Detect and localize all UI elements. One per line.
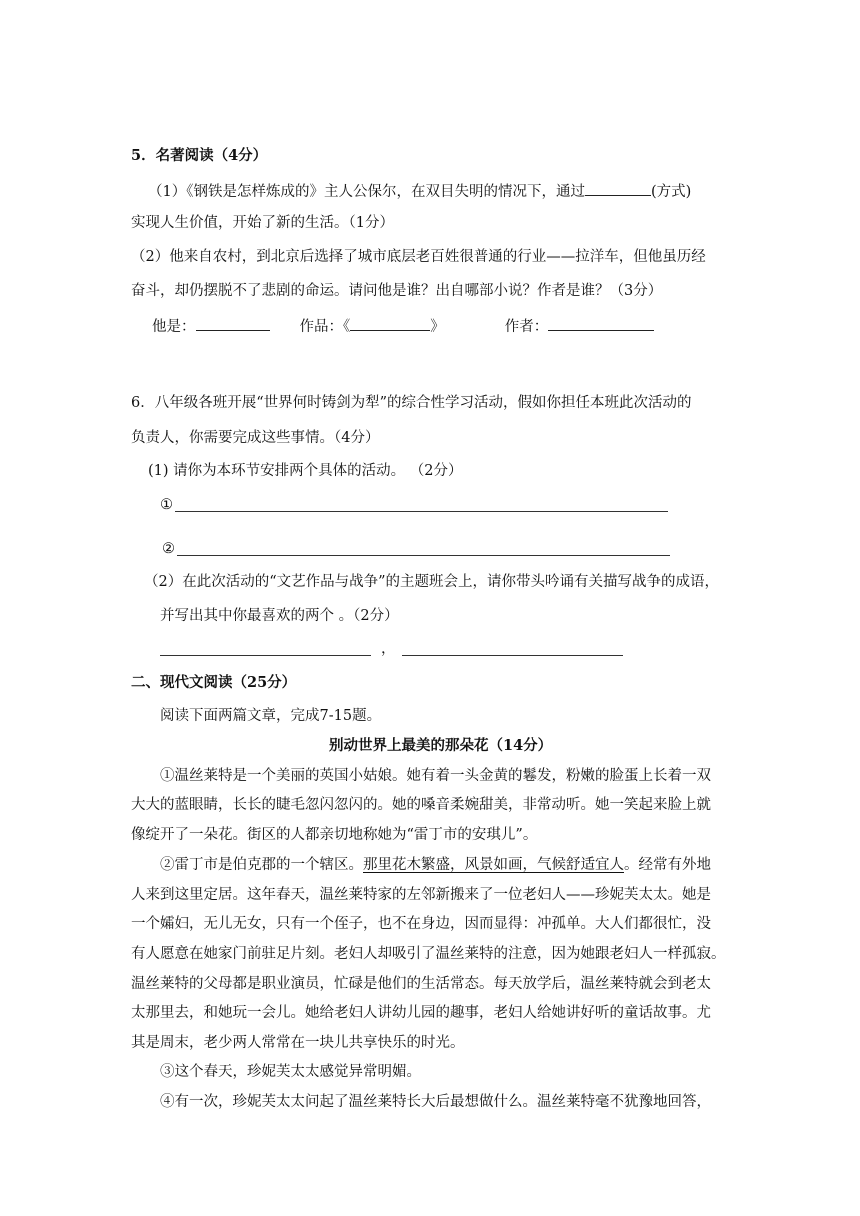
article-para2-line6: 太那里去，和她玩一会儿。她给老妇人讲幼儿园的趣事，老妇人给她讲好听的童话故事。尤 bbox=[131, 1005, 711, 1021]
q5-part2-line1: （2）他来自农村，到北京后选择了城市底层老百姓很普通的行业——拉洋车，但他虽历经 bbox=[131, 249, 706, 265]
q6-title-line1: 6．八年级各班开展“世界何时铸剑为犁”的综合性学习活动，假如你担任本班此次活动的 bbox=[131, 395, 692, 411]
q6-mark-1: ① bbox=[160, 497, 173, 513]
q5-method-blank[interactable] bbox=[585, 180, 651, 196]
q5-answer-row bbox=[152, 315, 654, 337]
article-para1-line2: 大大的蓝眼睛，长长的睫毛忽闪忽闪的。她的嗓音柔婉甜美，非常动听。她一笑起来脸上就 bbox=[131, 797, 711, 813]
q5-work-label: 作品：《 bbox=[299, 319, 351, 335]
article-para1-line1: ①温丝莱特是一个美丽的英国小姑娘。她有着一头金黄的鬈发，粉嫩的脸蛋上长着一双 bbox=[160, 768, 711, 784]
article-para4-line1: ④有一次，珍妮芙太太问起了温丝莱特长大后最想做什么。温丝莱特毫不犹豫地回答， bbox=[160, 1094, 711, 1110]
q5-part1-line1 bbox=[148, 180, 691, 202]
article-title: 别动世界上最美的那朵花（14分） bbox=[329, 737, 553, 754]
article-para3: ③这个春天，珍妮芙太太感觉异常明媚。 bbox=[160, 1064, 421, 1080]
article-para2-line5: 温丝莱特的父母都是职业演员，忙碌是他们的生活常态。每天放学后，温丝莱特就会到老太 bbox=[131, 976, 711, 992]
q5-part2-line2: 奋斗，却仍摆脱不了悲剧的命运。请问他是谁？出自哪部小说？作者是谁？（3分） bbox=[131, 283, 663, 299]
q5-work-close: 》 bbox=[430, 319, 445, 335]
q6-part2-line2: 并写出其中你最喜欢的两个 。（2分） bbox=[160, 608, 399, 624]
article-para2-line3: 一个孀妇，无儿无女，只有一个侄子，也不在身边，因而显得：冲孤单。大人们都很忙，没 bbox=[131, 916, 711, 932]
q5-author-label: 作者： bbox=[504, 319, 549, 335]
q5-work-blank[interactable] bbox=[350, 315, 430, 331]
q5-method-hint: (方式) bbox=[650, 184, 692, 200]
q5-title: 5．名著阅读（4分） bbox=[131, 147, 268, 164]
article-para2-text-a: ②雷丁市是伯克郡的一个辖区。 bbox=[160, 857, 363, 873]
q5-part1-line2: 实现人生价值，开始了新的生活。（1分） bbox=[131, 215, 394, 231]
article-para2-text-c: 。经常有外地 bbox=[624, 857, 711, 873]
article-para2-underlined: 那里花木繁盛，风景如画，气候舒适宜人 bbox=[363, 857, 624, 873]
q6-part2-line1: （2）在此次活动的“文艺作品与战争”的主题班会上，请你带头吟诵有关描写战争的成语， bbox=[144, 574, 720, 590]
q6-title-line2: 负责人，你需要完成这些事情。（4分） bbox=[131, 430, 380, 446]
q5-he-label: 他是： bbox=[152, 319, 196, 335]
article-para2-line4: 有人愿意在她家门前驻足片刻。老妇人却吸引了温丝莱特的注意，因为她跟老妇人一样孤寂。 bbox=[131, 946, 726, 962]
q6-idiom-blank-2[interactable] bbox=[402, 655, 623, 656]
q6-part1: (1) 请你为本环节安排两个具体的活动。 （2分） bbox=[148, 463, 463, 479]
q6-comma: ， bbox=[381, 641, 396, 657]
q6-idiom-blank-1[interactable] bbox=[160, 655, 371, 656]
section2-intro: 阅读下面两篇文章，完成7-15题。 bbox=[160, 708, 382, 724]
q6-answer-line-1[interactable] bbox=[175, 511, 668, 512]
article-para2-line2: 人来到这里定居。这年春天，温丝莱特家的左邻新搬来了一位老妇人——珍妮芙太太。她是 bbox=[131, 887, 711, 903]
q6-answer-line-2[interactable] bbox=[177, 555, 670, 556]
article-para1-line3: 像绽开了一朵花。街区的人都亲切地称她为“雷丁市的安琪儿”。 bbox=[131, 827, 538, 843]
q5-part1-text: （1）《钢铁是怎样炼成的》主人公保尔，在双目失明的情况下，通过 bbox=[148, 184, 585, 200]
q6-mark-2: ② bbox=[162, 541, 175, 557]
section2-title: 二、现代文阅读（25分） bbox=[131, 674, 297, 691]
article-para2-line1 bbox=[160, 855, 711, 875]
q5-author-blank[interactable] bbox=[548, 315, 654, 331]
q5-he-blank[interactable] bbox=[196, 315, 270, 331]
article-para2-line7: 其是周末，老少两人常常在一块儿共享快乐的时光。 bbox=[131, 1035, 465, 1051]
